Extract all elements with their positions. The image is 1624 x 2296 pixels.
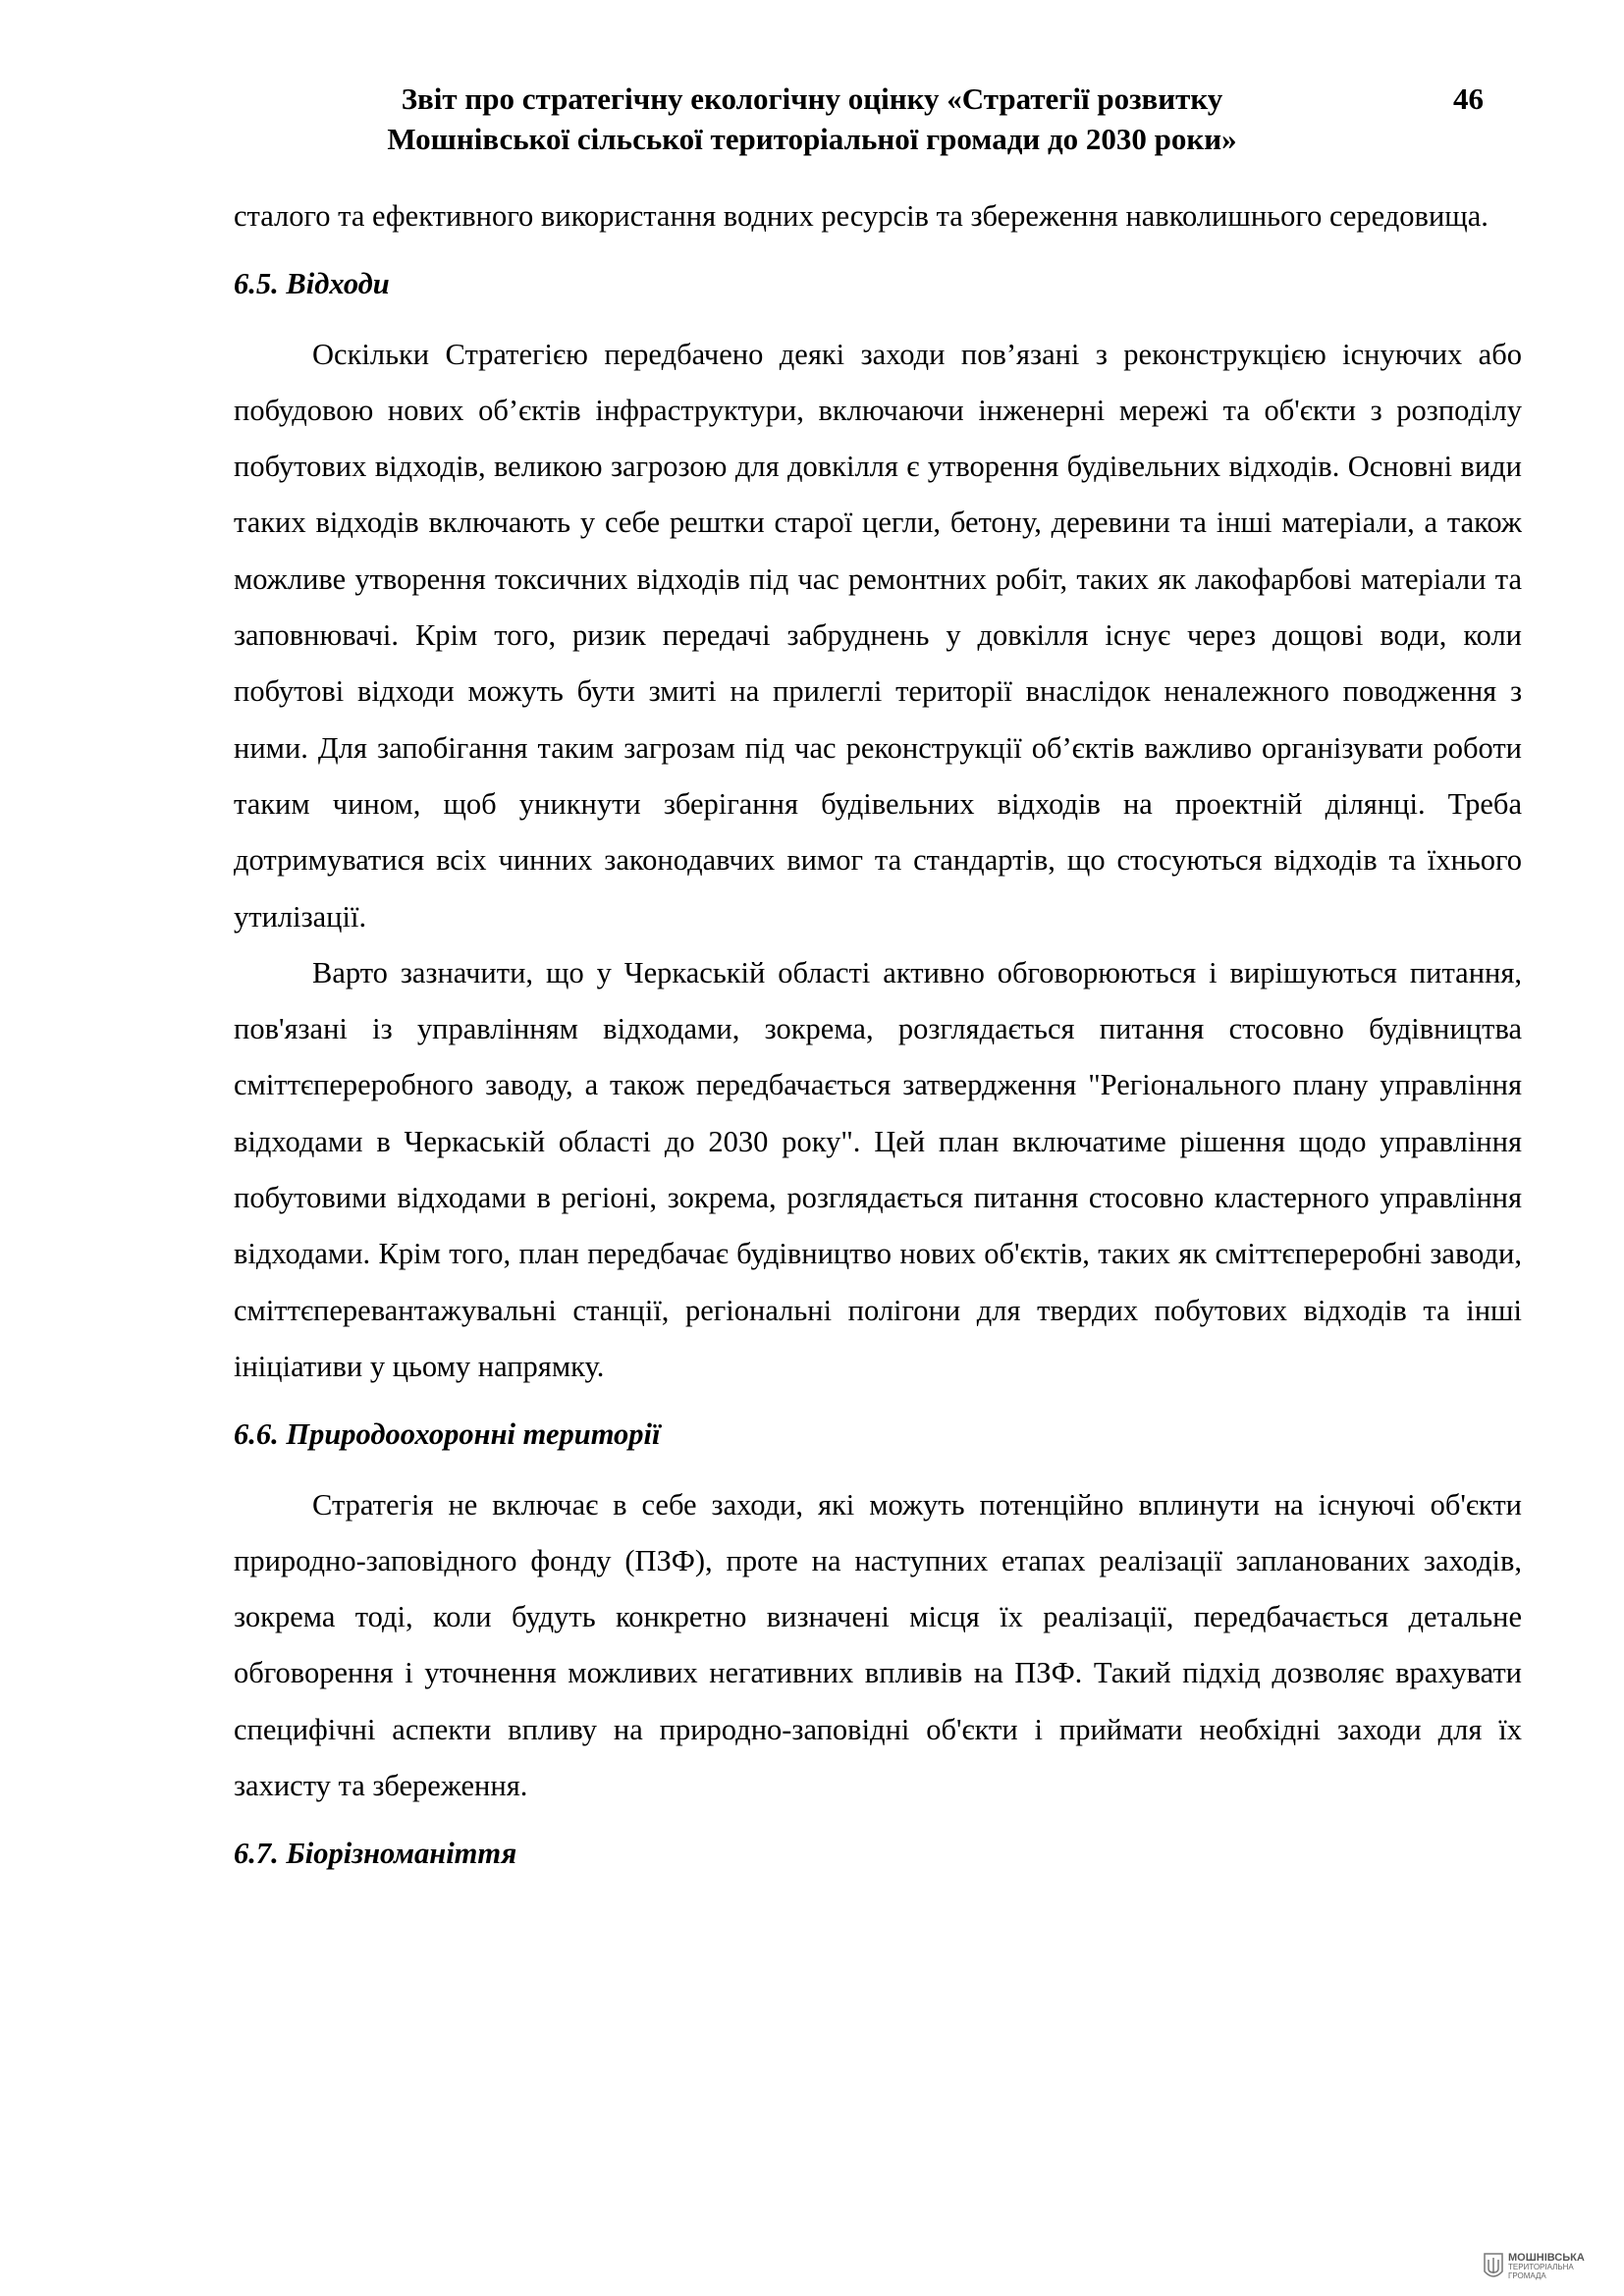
- logo-line-2: ТЕРИТОРІАЛЬНА: [1508, 2262, 1574, 2271]
- header-title-line-2: Мошнівської сільської територіальної громади до 2030 роки»: [387, 122, 1237, 156]
- document-body: [234, 188, 1522, 1883]
- logo-line-3: ГРОМАДА: [1508, 2270, 1546, 2280]
- logo-line-1: МОШНІВСЬКА: [1508, 2251, 1585, 2264]
- trident-emblem-icon: [1483, 2252, 1504, 2281]
- section-heading-biodiversity: 6.7. Біорізноманіття: [234, 1837, 517, 1871]
- page-header: [0, 79, 1624, 159]
- paragraph-intro-continuation: сталого та ефективного використання водних ресурсів та збереження навколишнього середовища.: [234, 199, 1489, 233]
- logo-text: [1508, 2251, 1585, 2280]
- paragraph-protected-areas: Стратегія не включає в себе заходи, які можуть потенційно вплинути на існуючі об'єкти природно-заповідного фонду (ПЗФ), проте на наступних етапах реалізації запланованих заходів, зокрема тоді, коли будуть конкретно визначені місця їх реалізації, передбачається детальне обговорення і уточнення можливих негативних впливів на ПЗФ. Такий підхід дозволяє врахувати специфічні аспекти впливу на природно-заповідні об'єкти і приймати необхідні заходи для їх захисту та збереження.: [234, 1487, 1522, 1803]
- community-logo: [1483, 2252, 1585, 2281]
- paragraph-waste-2: Варто зазначити, що у Черкаській області активно обговорюються і вирішуються питання, пов'язані із управлінням відходами, зокрема, розглядається питання стосовно будівництва сміттєпереробного заводу, а також передбачається затвердження "Регіонального плану управління відходами в Черкаській області до 2030 року". Цей план включатиме рішення щодо управління побутовими відходами в регіоні, зокрема, розглядається питання стосовно кластерного управління відходами. Крім того, план передбачає будівництво нових об'єктів, таких як сміттєпереробні заводи, сміттєперевантажувальні станції, регіональні полігони для твердих побутових відходів та інші ініціативи у цьому напрямку.: [234, 955, 1522, 1383]
- section-heading-waste: 6.5. Відходи: [234, 267, 390, 301]
- section-heading-protected-areas: 6.6. Природоохоронні території: [234, 1417, 661, 1452]
- page-number: 46: [1453, 81, 1484, 116]
- header-title-line-1: Звіт про стратегічну екологічну оцінку «Стратегії розвитку: [401, 81, 1223, 116]
- paragraph-waste-1: Оскільки Стратегією передбачено деякі заходи пов’язані з реконструкцією існуючих або побудовою нових об’єктів інфраструктури, включаючи інженерні мережі та об'єкти з розподілу побутових відходів, великою загрозою для довкілля є утворення будівельних відходів. Основні види таких відходів включають у себе рештки старої цегли, бетону, деревини та інші матеріали, а також можливе утворення токсичних відходів під час ремонтних робіт, таких як лакофарбові матеріали та заповнювачі. Крім того, ризик передачі забруднень у довкілля існує через дощові води, коли побутові відходи можуть бути змиті на прилеглі території внаслідок неналежного поводження з ними. Для запобігання таким загрозам під час реконструкції об’єктів важливо організувати роботи таким чином, щоб уникнути зберігання будівельних відходів на проектній ділянці. Треба дотримуватися всіх чинних законодавчих вимог та стандартів, що стосуються відходів та їхнього утилізації.: [234, 337, 1522, 934]
